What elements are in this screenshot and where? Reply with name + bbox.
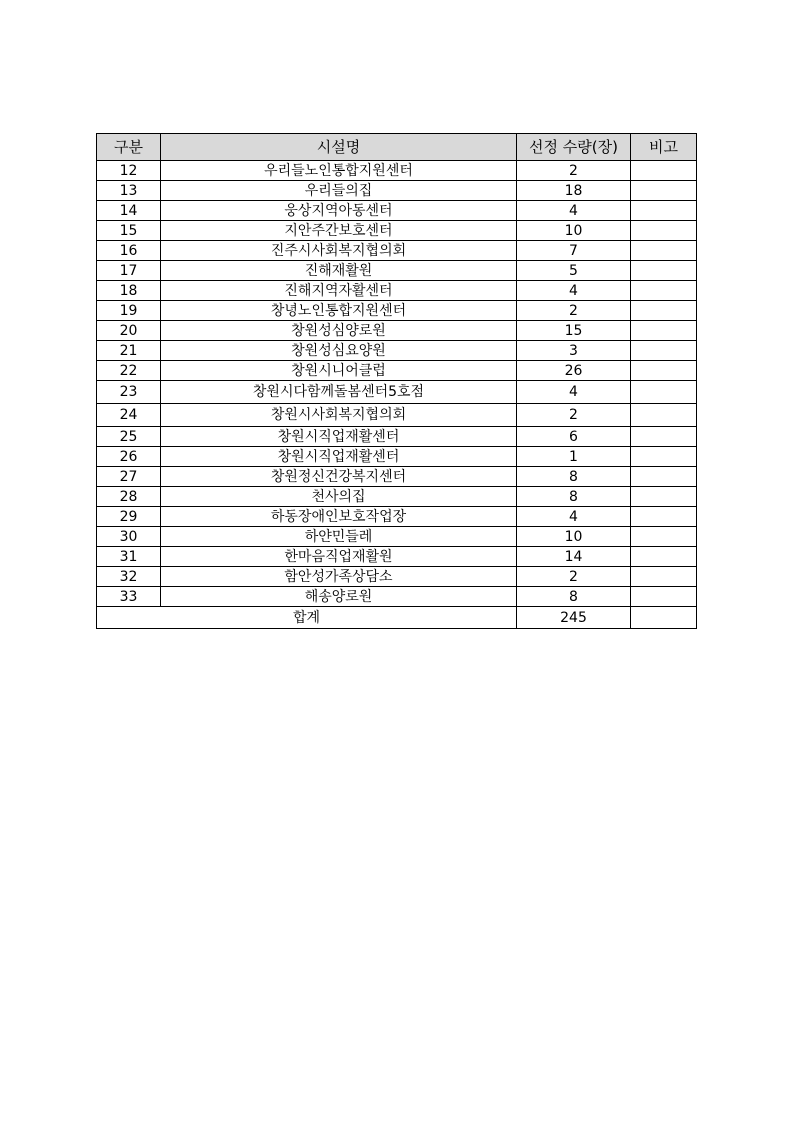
row-quantity: 4 bbox=[517, 507, 631, 527]
row-quantity: 4 bbox=[517, 381, 631, 404]
row-remarks bbox=[631, 467, 697, 487]
total-remarks bbox=[631, 607, 697, 629]
table-row bbox=[97, 447, 697, 467]
row-quantity: 18 bbox=[517, 181, 631, 201]
row-quantity: 10 bbox=[517, 221, 631, 241]
table-row bbox=[97, 341, 697, 361]
header-row bbox=[97, 134, 697, 161]
row-number: 19 bbox=[97, 301, 161, 321]
row-quantity: 8 bbox=[517, 467, 631, 487]
row-number: 18 bbox=[97, 281, 161, 301]
row-number: 16 bbox=[97, 241, 161, 261]
row-remarks bbox=[631, 404, 697, 427]
row-remarks bbox=[631, 161, 697, 181]
row-remarks bbox=[631, 221, 697, 241]
row-remarks bbox=[631, 527, 697, 547]
table-row bbox=[97, 181, 697, 201]
row-number: 29 bbox=[97, 507, 161, 527]
row-number: 23 bbox=[97, 381, 161, 404]
row-quantity: 14 bbox=[517, 547, 631, 567]
row-facility-name: 창원성심요양원 bbox=[161, 341, 517, 361]
row-quantity: 2 bbox=[517, 567, 631, 587]
row-remarks bbox=[631, 321, 697, 341]
row-facility-name: 창원시다함께돌봄센터5호점 bbox=[161, 381, 517, 404]
row-remarks bbox=[631, 361, 697, 381]
table-row bbox=[97, 467, 697, 487]
row-facility-name: 창원성심양로원 bbox=[161, 321, 517, 341]
row-remarks bbox=[631, 261, 697, 281]
table-row bbox=[97, 527, 697, 547]
row-number: 24 bbox=[97, 404, 161, 427]
row-remarks bbox=[631, 487, 697, 507]
row-facility-name: 하동장애인보호작업장 bbox=[161, 507, 517, 527]
table-footer bbox=[97, 607, 697, 629]
row-facility-name: 진해재활원 bbox=[161, 261, 517, 281]
row-number: 21 bbox=[97, 341, 161, 361]
row-quantity: 10 bbox=[517, 527, 631, 547]
row-quantity: 2 bbox=[517, 404, 631, 427]
row-number: 12 bbox=[97, 161, 161, 181]
table-row bbox=[97, 161, 697, 181]
row-remarks bbox=[631, 181, 697, 201]
table-row bbox=[97, 261, 697, 281]
table-row bbox=[97, 301, 697, 321]
row-quantity: 2 bbox=[517, 161, 631, 181]
table-row bbox=[97, 201, 697, 221]
table-row bbox=[97, 321, 697, 341]
row-facility-name: 우리들의집 bbox=[161, 181, 517, 201]
row-facility-name: 지안주간보호센터 bbox=[161, 221, 517, 241]
row-number: 31 bbox=[97, 547, 161, 567]
row-number: 28 bbox=[97, 487, 161, 507]
row-quantity: 26 bbox=[517, 361, 631, 381]
row-quantity: 6 bbox=[517, 427, 631, 447]
row-remarks bbox=[631, 281, 697, 301]
row-facility-name: 진주시사회복지협의회 bbox=[161, 241, 517, 261]
facility-allocation-table bbox=[96, 133, 697, 629]
row-facility-name: 하얀민들레 bbox=[161, 527, 517, 547]
row-number: 27 bbox=[97, 467, 161, 487]
row-quantity: 2 bbox=[517, 301, 631, 321]
row-quantity: 8 bbox=[517, 487, 631, 507]
header-remarks: 비고 bbox=[631, 134, 697, 161]
table-row bbox=[97, 404, 697, 427]
row-quantity: 4 bbox=[517, 281, 631, 301]
header-selected-quantity: 선정 수량(장) bbox=[517, 134, 631, 161]
row-number: 13 bbox=[97, 181, 161, 201]
header-category: 구분 bbox=[97, 134, 161, 161]
row-facility-name: 창원시직업재활센터 bbox=[161, 427, 517, 447]
row-facility-name: 창원정신건강복지센터 bbox=[161, 467, 517, 487]
total-row bbox=[97, 607, 697, 629]
row-quantity: 1 bbox=[517, 447, 631, 467]
table-row bbox=[97, 281, 697, 301]
row-remarks bbox=[631, 567, 697, 587]
row-quantity: 4 bbox=[517, 201, 631, 221]
row-remarks bbox=[631, 201, 697, 221]
row-number: 20 bbox=[97, 321, 161, 341]
row-number: 26 bbox=[97, 447, 161, 467]
table-row bbox=[97, 361, 697, 381]
row-number: 33 bbox=[97, 587, 161, 607]
row-facility-name: 창원시니어클럽 bbox=[161, 361, 517, 381]
table-header bbox=[97, 134, 697, 161]
row-quantity: 5 bbox=[517, 261, 631, 281]
table-body bbox=[97, 161, 697, 607]
row-number: 15 bbox=[97, 221, 161, 241]
row-number: 14 bbox=[97, 201, 161, 221]
row-facility-name: 함안성가족상담소 bbox=[161, 567, 517, 587]
row-number: 17 bbox=[97, 261, 161, 281]
row-quantity: 3 bbox=[517, 341, 631, 361]
table-row bbox=[97, 427, 697, 447]
header-facility-name: 시설명 bbox=[161, 134, 517, 161]
row-remarks bbox=[631, 547, 697, 567]
row-remarks bbox=[631, 381, 697, 404]
row-remarks bbox=[631, 427, 697, 447]
row-remarks bbox=[631, 587, 697, 607]
table-row bbox=[97, 567, 697, 587]
row-facility-name: 창녕노인통합지원센터 bbox=[161, 301, 517, 321]
row-facility-name: 우리들노인통합지원센터 bbox=[161, 161, 517, 181]
row-remarks bbox=[631, 301, 697, 321]
table-row bbox=[97, 221, 697, 241]
table-row bbox=[97, 381, 697, 404]
table-row bbox=[97, 487, 697, 507]
table-row bbox=[97, 587, 697, 607]
row-facility-name: 천사의집 bbox=[161, 487, 517, 507]
row-facility-name: 창원시사회복지협의회 bbox=[161, 404, 517, 427]
row-remarks bbox=[631, 447, 697, 467]
total-quantity: 245 bbox=[517, 607, 631, 629]
row-facility-name: 진해지역자활센터 bbox=[161, 281, 517, 301]
row-quantity: 8 bbox=[517, 587, 631, 607]
row-number: 25 bbox=[97, 427, 161, 447]
table-row bbox=[97, 547, 697, 567]
table-row bbox=[97, 241, 697, 261]
row-number: 30 bbox=[97, 527, 161, 547]
row-facility-name: 해송양로원 bbox=[161, 587, 517, 607]
total-label: 합계 bbox=[97, 607, 517, 629]
row-facility-name: 웅상지역아동센터 bbox=[161, 201, 517, 221]
row-number: 22 bbox=[97, 361, 161, 381]
row-facility-name: 창원시직업재활센터 bbox=[161, 447, 517, 467]
row-facility-name: 한마음직업재활원 bbox=[161, 547, 517, 567]
row-remarks bbox=[631, 241, 697, 261]
row-quantity: 15 bbox=[517, 321, 631, 341]
row-quantity: 7 bbox=[517, 241, 631, 261]
table-row bbox=[97, 507, 697, 527]
row-remarks bbox=[631, 507, 697, 527]
row-number: 32 bbox=[97, 567, 161, 587]
row-remarks bbox=[631, 341, 697, 361]
